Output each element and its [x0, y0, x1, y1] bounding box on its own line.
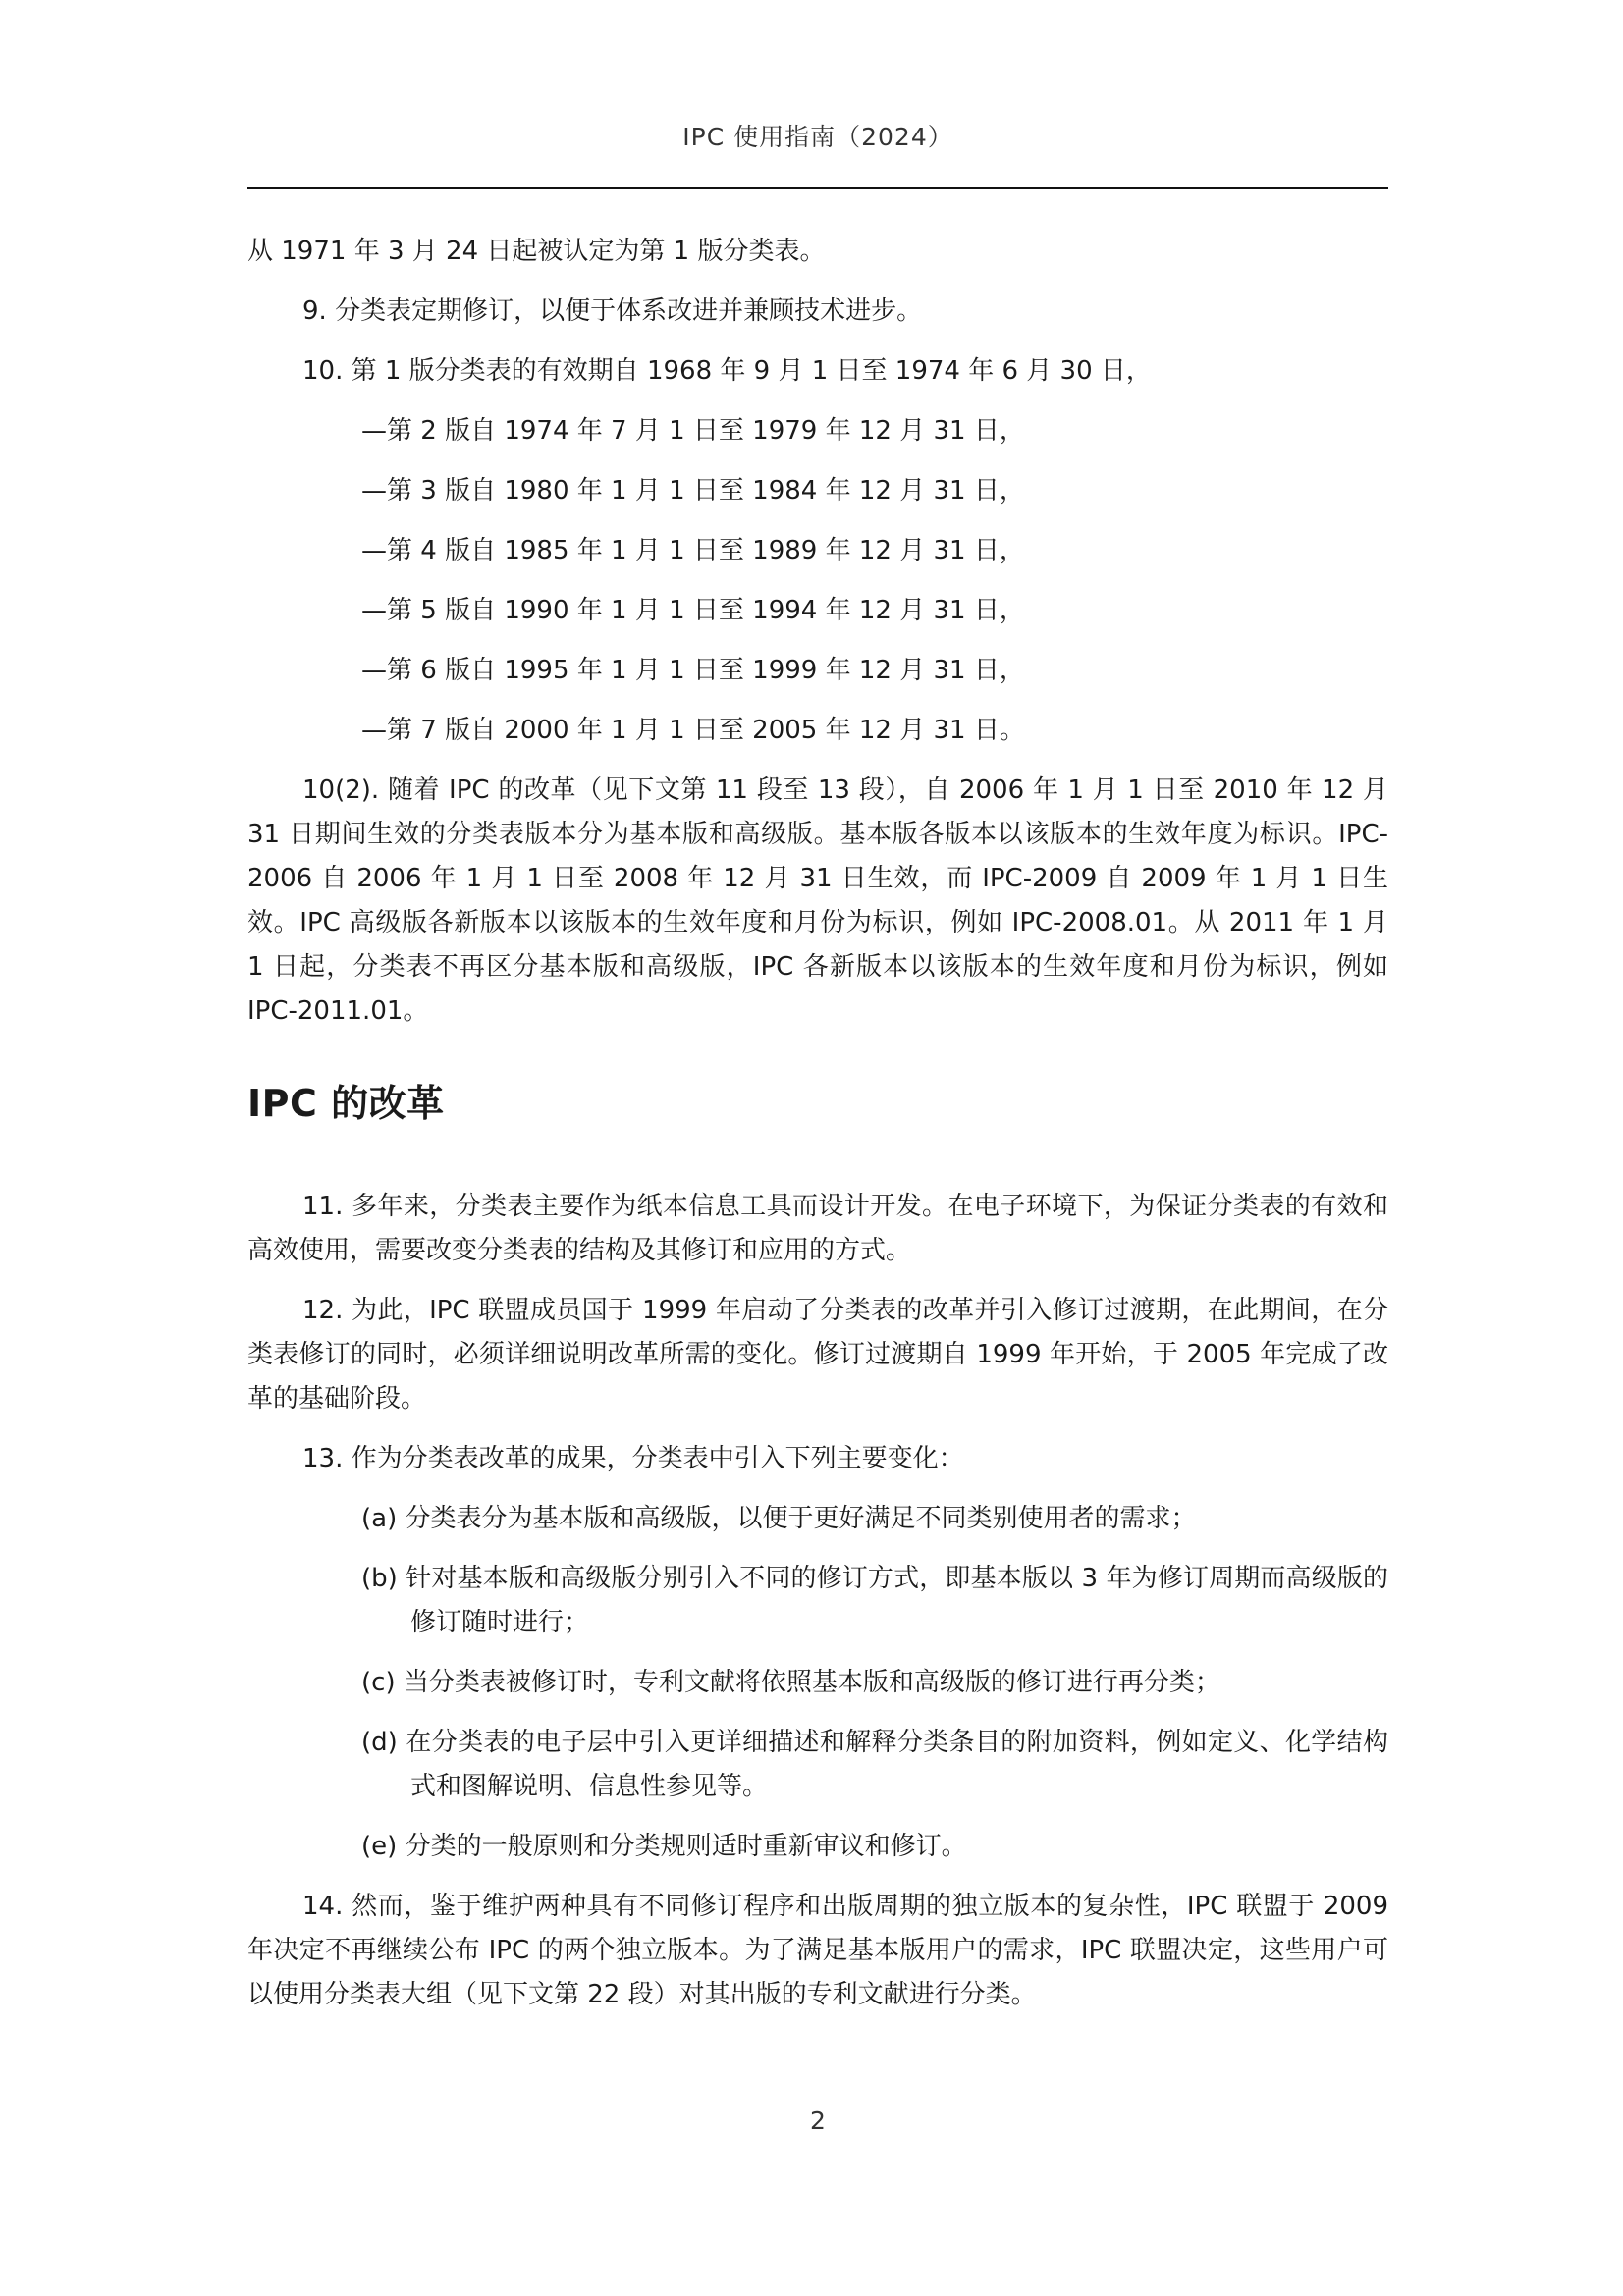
list-marker: (a): [361, 1504, 398, 1533]
section-heading: IPC 的改革: [247, 1082, 445, 1125]
list-item: [247, 1721, 1388, 1809]
list-item: [247, 1661, 1388, 1705]
list-item: [247, 1557, 1388, 1645]
paragraph-11: 11. 多年来，分类表主要作为纸本信息工具而设计开发。在电子环境下，为保证分类表的有效和高效使用，需要改变分类表的结构及其修订和应用的方式。: [247, 1192, 1388, 1265]
paragraph-14: 14. 然而，鉴于维护两种具有不同修订程序和出版周期的独立版本的复杂性，IPC 联盟于 2009 年决定不再继续公布 IPC 的两个独立版本。为了满足基本版用户的需求，IPC 联盟决定，这些用户可以使用分类表大组（见下文第 22 段）对其出版的专利文献进行分类。: [247, 1892, 1388, 2009]
running-header: IPC 使用指南（2024）: [682, 123, 953, 151]
list-item-text: 针对基本版和高级版分别引入不同的修订方式，即基本版以 3 年为修订周期而高级版的修订随时进行；: [406, 1564, 1389, 1637]
document-body: [247, 230, 1388, 2033]
paragraph-10: 10. 第 1 版分类表的有效期自 1968 年 9 月 1 日至 1974 年 6 月 30 日，: [302, 356, 1152, 386]
paragraph-13: 13. 作为分类表改革的成果，分类表中引入下列主要变化：: [302, 1444, 964, 1473]
list-marker: (c): [361, 1668, 396, 1697]
edition-item: —第 5 版自 1990 年 1 月 1 日至 1994 年 12 月 31 日，: [361, 596, 1025, 625]
changes-list: [247, 1497, 1388, 1869]
edition-item: —第 2 版自 1974 年 7 月 1 日至 1979 年 12 月 31 日，: [361, 416, 1025, 446]
edition-item: —第 7 版自 2000 年 1 月 1 日至 2005 年 12 月 31 日。: [361, 716, 1025, 745]
list-item-text: 在分类表的电子层中引入更详细描述和解释分类条目的附加资料，例如定义、化学结构式和图解说明、信息性参见等。: [406, 1728, 1388, 1801]
list-item-text: 分类的一般原则和分类规则适时重新审议和修订。: [405, 1832, 967, 1861]
header-divider: [247, 187, 1388, 189]
list-item-text: 分类表分为基本版和高级版，以便于更好满足不同类别使用者的需求；: [405, 1504, 1197, 1533]
edition-item: —第 4 版自 1985 年 1 月 1 日至 1989 年 12 月 31 日，: [361, 536, 1025, 565]
list-marker: (b): [361, 1564, 398, 1593]
list-item: [247, 1497, 1388, 1541]
page-number: 2: [810, 2107, 826, 2135]
paragraph-continuation: 从 1971 年 3 月 24 日起被认定为第 1 版分类表。: [247, 237, 826, 266]
edition-item: —第 6 版自 1995 年 1 月 1 日至 1999 年 12 月 31 日，: [361, 656, 1025, 685]
list-item-text: 当分类表被修订时，专利文献将依照基本版和高级版的修订进行再分类；: [403, 1668, 1220, 1697]
list-marker: (e): [361, 1832, 398, 1861]
paragraph-9: 9. 分类表定期修订，以便于体系改进并兼顾技术进步。: [302, 296, 923, 326]
paragraph-12: 12. 为此，IPC 联盟成员国于 1999 年启动了分类表的改革并引入修订过渡期，在此期间，在分类表修订的同时，必须详细说明改革所需的变化。修订过渡期自 1999 年开始，于 2005 年完成了改革的基础阶段。: [247, 1296, 1388, 1414]
list-marker: (d): [361, 1728, 398, 1757]
editions-list: [247, 409, 1388, 753]
list-item: [247, 1825, 1388, 1869]
edition-item: —第 3 版自 1980 年 1 月 1 日至 1984 年 12 月 31 日，: [361, 476, 1025, 506]
paragraph-10-2: 10(2). 随着 IPC 的改革（见下文第 11 段至 13 段），自 2006 年 1 月 1 日至 2010 年 12 月 31 日期间生效的分类表版本分为基本版和高级版。基本版各版本以该版本的生效年度为标识。IPC-2006 自 2006 年 1 月 1 日至 2008 年 12 月 31 日生效，而 IPC-2009 自 2009 年 1 月 1 日生效。IPC 高级版各新版本以该版本的生效年度和月份为标识，例如 IPC-2008.01。从 2011 年 1 月 1 日起，分类表不再区分基本版和高级版，IPC 各新版本以该版本的生效年度和月份为标识，例如 IPC-2011.01。: [247, 775, 1388, 1026]
